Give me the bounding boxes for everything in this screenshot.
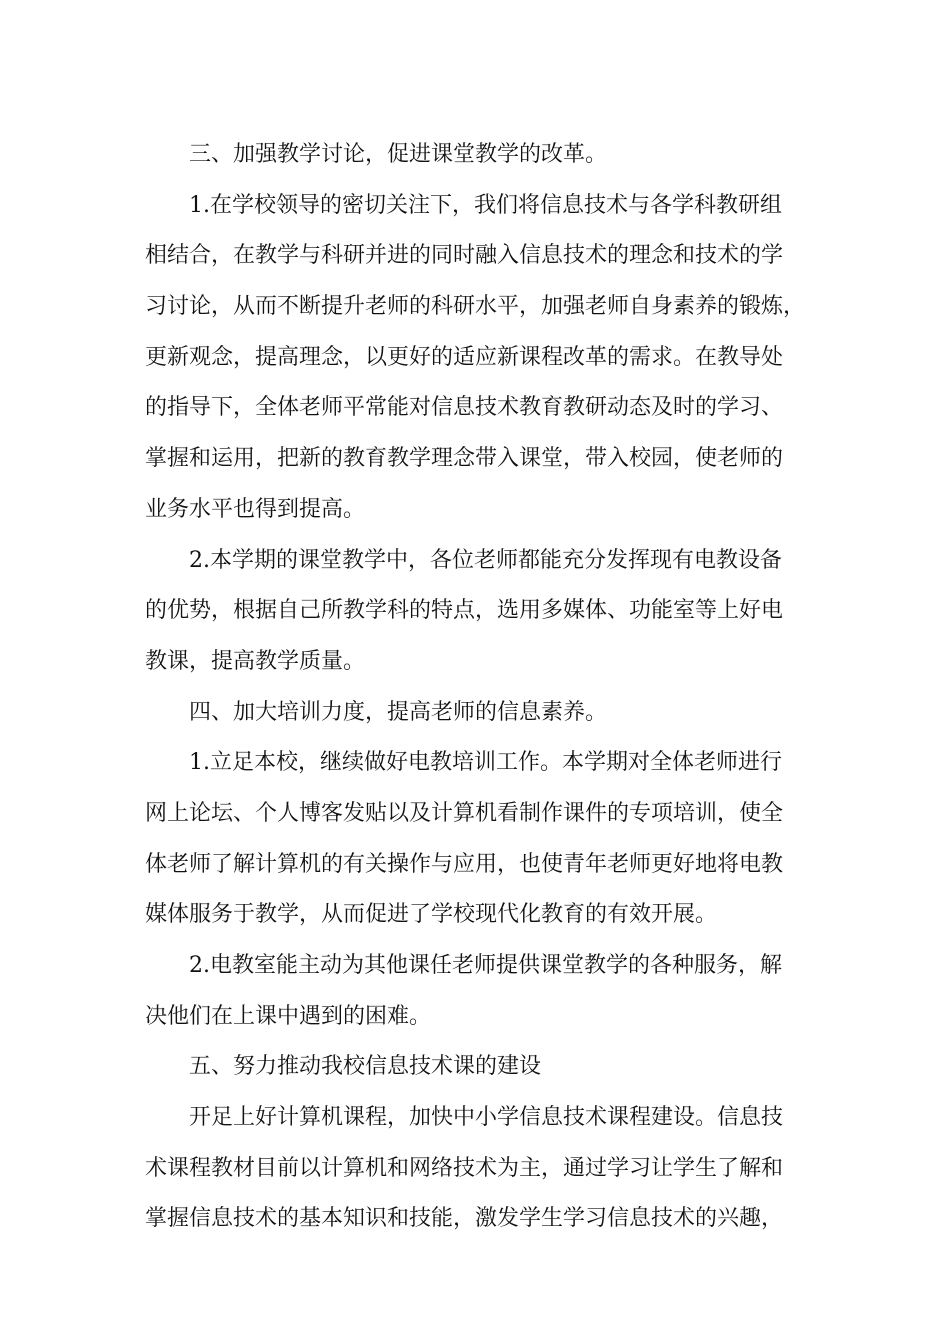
document-line: 1.立足本校，继续做好电教培训工作。本学期对全体老师进行 xyxy=(189,750,782,776)
document-line: 三、加强教学讨论，促进课堂教学的改革。 xyxy=(189,142,608,167)
document-line: 掌握信息技术的基本知识和技能，激发学生学习信息技术的兴趣， xyxy=(145,1206,784,1232)
document-line: 的优势，根据自己所教学科的特点，选用多媒体、功能室等上好电 xyxy=(145,598,784,624)
document-line: 相结合，在教学与科研并进的同时融入信息技术的理念和技术的学 xyxy=(145,243,784,269)
document-line: 网上论坛、个人博客发贴以及计算机看制作课件的专项培训，使全 xyxy=(145,800,784,826)
document-line: 教课，提高教学质量。 xyxy=(145,648,366,674)
document-line: 媒体服务于教学，从而促进了学校现代化教育的有效开展。 xyxy=(145,902,718,928)
document-line: 开足上好计算机课程，加快中小学信息技术课程建设。信息技 xyxy=(189,1105,784,1131)
document-line: 五、努力推动我校信息技术课的建设 xyxy=(189,1054,542,1080)
document-line: 体老师了解计算机的有关操作与应用，也使青年老师更好地将电教 xyxy=(145,851,784,877)
document-body xyxy=(145,130,810,1245)
document-line: 业务水平也得到提高。 xyxy=(145,496,366,522)
document-line: 决他们在上课中遇到的困难。 xyxy=(145,1003,432,1029)
document-line: 的指导下，全体老师平常能对信息技术教育教研动态及时的学习、 xyxy=(145,395,784,421)
document-line: 2.电教室能主动为其他课任老师提供课堂教学的各种服务，解 xyxy=(189,953,782,978)
document-line: 四、加大培训力度，提高老师的信息素养。 xyxy=(189,699,608,725)
document-line: 习讨论，从而不断提升老师的科研水平，加强老师自身素养的锻炼， xyxy=(145,294,806,320)
document-line: 掌握和运用，把新的教育教学理念带入课堂，带入校园，使老师的 xyxy=(145,446,784,472)
document-line: 2.本学期的课堂教学中，各位老师都能充分发挥现有电教设备 xyxy=(189,547,782,573)
document-line: 更新观念，提高理念，以更好的适应新课程改革的需求。在教导处 xyxy=(145,344,784,370)
document-line: 1.在学校领导的密切关注下，我们将信息技术与各学科教研组 xyxy=(189,192,782,218)
document-line: 术课程教材目前以计算机和网络技术为主，通过学习让学生了解和 xyxy=(145,1155,784,1181)
